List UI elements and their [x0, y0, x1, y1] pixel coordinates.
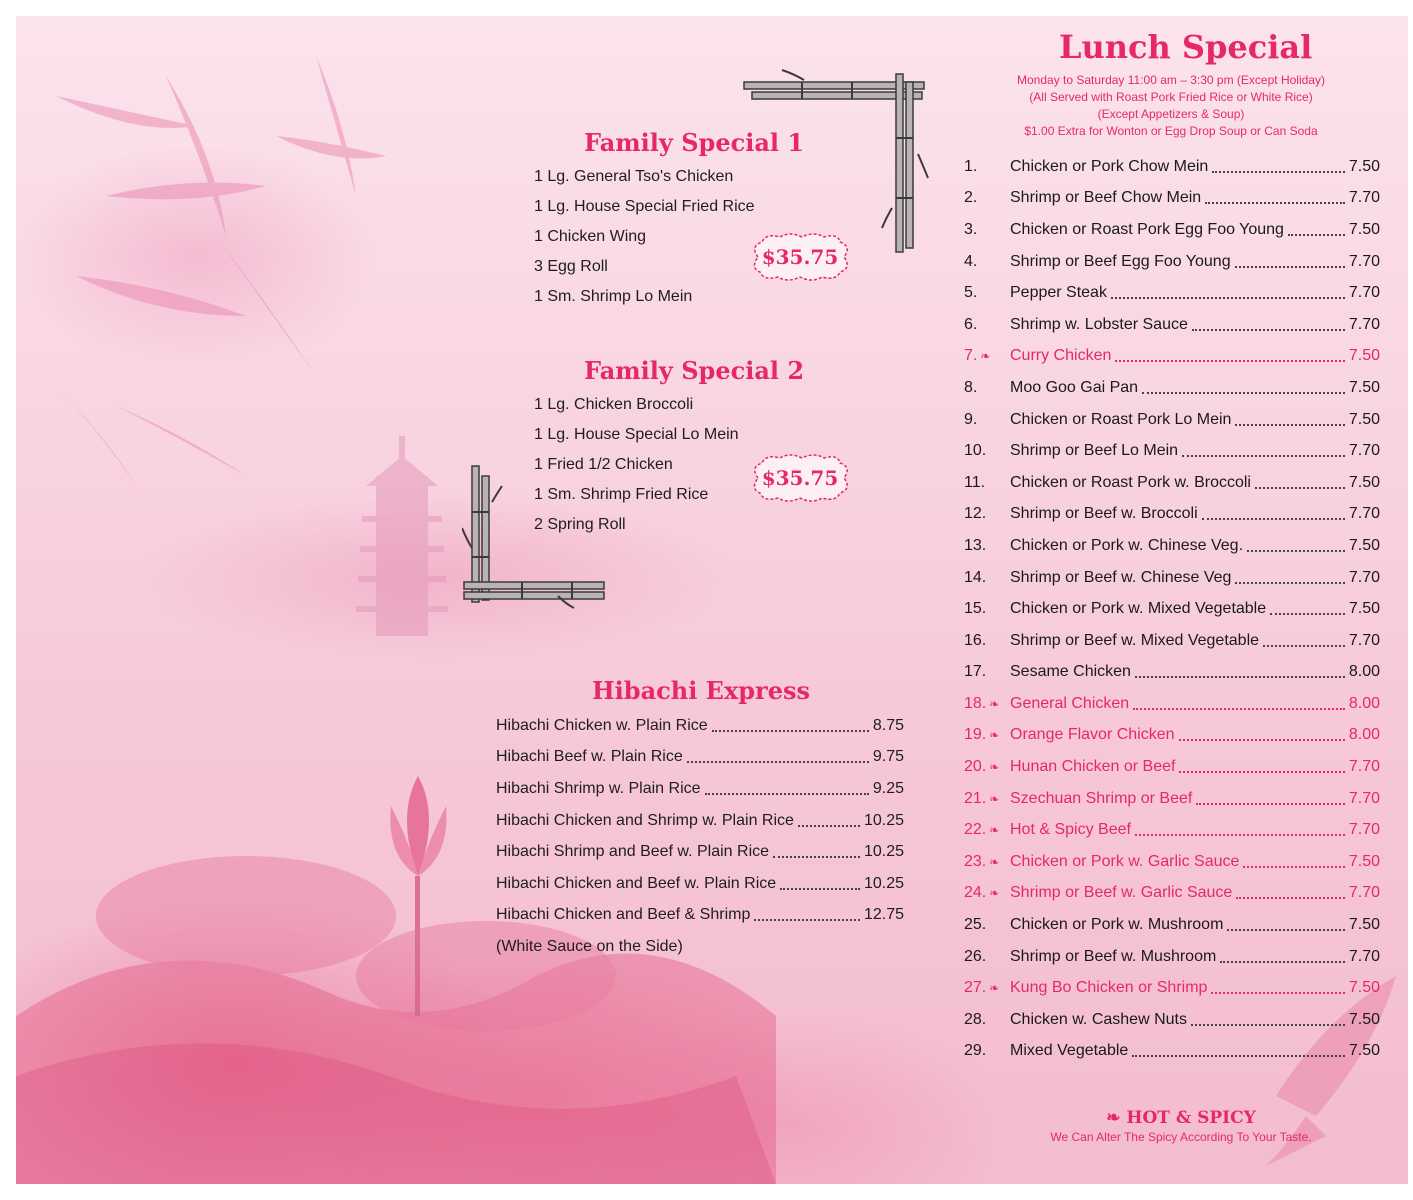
item-number-text: 14. — [964, 568, 987, 586]
item-price: 7.70 — [1348, 315, 1380, 333]
menu-page — [16, 16, 1408, 1184]
dot-leader — [1205, 202, 1345, 204]
item-price: 7.70 — [1348, 284, 1380, 302]
item-name: Hibachi Beef w. Plain Rice — [496, 748, 683, 766]
info-line: Monday to Saturday 11:00 am – 3:30 pm (Except Holiday) — [1017, 73, 1325, 87]
item-name: Hibachi Chicken and Beef & Shrimp — [496, 906, 751, 924]
item-price: 7.70 — [1348, 884, 1380, 902]
item-number-text: 12. — [964, 505, 987, 523]
dot-leader — [1133, 708, 1345, 710]
item-number-text: 11. — [964, 473, 986, 491]
list-item — [964, 341, 1380, 373]
dot-leader — [1115, 360, 1345, 362]
list-item — [964, 909, 1380, 941]
item-price: 7.70 — [1348, 758, 1380, 776]
item-price: 9.25 — [872, 779, 904, 797]
item-number — [964, 726, 1010, 744]
item-number — [964, 505, 1010, 523]
chili-pepper-icon: ❧ — [989, 728, 1000, 743]
item-price: 7.70 — [1348, 947, 1380, 965]
item-number-text: 24. — [964, 884, 987, 902]
item-price: 7.50 — [1348, 473, 1380, 491]
list-item — [964, 499, 1380, 531]
item-number — [964, 979, 1010, 997]
item-number — [964, 221, 1010, 239]
item-number-text: 21. — [964, 789, 987, 807]
item-number — [964, 442, 1010, 460]
dot-leader — [1270, 613, 1345, 615]
dot-leader — [705, 793, 869, 795]
item-price: 7.70 — [1348, 252, 1380, 270]
dot-leader — [773, 856, 860, 858]
item-name: Kung Bo Chicken or Shrimp — [1010, 979, 1208, 997]
item-number-text: 13. — [964, 536, 987, 554]
list-item — [496, 836, 904, 868]
item-number — [964, 758, 1010, 776]
item-name: Chicken or Roast Pork Lo Mein — [1010, 410, 1232, 428]
item-price: 7.50 — [1348, 852, 1380, 870]
list-item — [964, 783, 1380, 815]
item-number-text: 22. — [964, 821, 987, 839]
list-item — [964, 878, 1380, 910]
pagoda-silhouette — [356, 436, 448, 636]
item-number-text: 6. — [964, 315, 978, 333]
item-name: Shrimp or Beef w. Chinese Veg — [1010, 568, 1232, 586]
item-number — [964, 411, 1010, 429]
item-name: Shrimp or Beef Egg Foo Young — [1010, 252, 1231, 270]
list-item — [964, 214, 1380, 246]
item-name: Szechuan Shrimp or Beef — [1010, 789, 1193, 807]
item-name: Shrimp or Beef w. Mushroom — [1010, 947, 1217, 965]
list-item — [964, 1004, 1380, 1036]
dot-leader — [1247, 550, 1345, 552]
dot-leader — [687, 761, 869, 763]
list-item — [964, 593, 1380, 625]
item-price: 7.50 — [1348, 536, 1380, 554]
dot-leader — [1192, 329, 1345, 331]
lunch-special-list — [964, 151, 1380, 1067]
bamboo-frame-corner-bottom — [462, 462, 612, 610]
list-item — [964, 941, 1380, 973]
item-number-text: 28. — [964, 1010, 987, 1028]
item-number — [964, 916, 1010, 934]
item-price: 10.25 — [863, 843, 904, 861]
item-name: Shrimp or Beef Chow Mein — [1010, 189, 1202, 207]
dot-leader — [1135, 676, 1345, 678]
item-name: Hibachi Shrimp w. Plain Rice — [496, 779, 701, 797]
dot-leader — [1179, 739, 1345, 741]
item-number-text: 25. — [964, 916, 987, 934]
dot-leader — [754, 919, 860, 921]
legend-title: HOT & SPICY — [1126, 1108, 1256, 1128]
item-number-text: 17. — [964, 663, 987, 681]
item-price: 7.50 — [1348, 220, 1380, 238]
item-number-text: 9. — [964, 410, 978, 428]
item-number — [964, 189, 1010, 207]
price-text: $35.75 — [761, 466, 839, 490]
item-number — [964, 695, 1010, 713]
item-name: Hot & Spicy Beef — [1010, 821, 1131, 839]
item-name: Pepper Steak — [1010, 284, 1107, 302]
family-special-1-title: Family Special 1 — [584, 128, 805, 157]
item-name: Curry Chicken — [1010, 347, 1112, 365]
item-number-text: 23. — [964, 852, 987, 870]
list-item — [964, 751, 1380, 783]
dot-leader — [1227, 929, 1344, 931]
item-price: 7.50 — [1348, 1010, 1380, 1028]
item-number — [964, 948, 1010, 966]
item-name: Chicken or Pork Chow Mein — [1010, 157, 1209, 175]
hibachi-express-title: Hibachi Express — [592, 676, 810, 705]
item-number — [964, 253, 1010, 271]
list-item: 1 Sm. Shrimp Fried Rice — [534, 486, 709, 503]
item-number-text: 18. — [964, 694, 987, 712]
list-item — [964, 814, 1380, 846]
item-name: Hibachi Chicken and Beef w. Plain Rice — [496, 874, 777, 892]
dot-leader — [1212, 171, 1345, 173]
item-name: Chicken or Pork w. Garlic Sauce — [1010, 852, 1240, 870]
lunch-special-info — [976, 72, 1366, 140]
item-name: Shrimp or Beef w. Broccoli — [1010, 505, 1198, 523]
item-price: 7.50 — [1348, 347, 1380, 365]
item-price: 7.70 — [1348, 568, 1380, 586]
list-item — [496, 868, 904, 900]
list-item — [964, 246, 1380, 278]
item-name: Chicken or Pork w. Mixed Vegetable — [1010, 600, 1267, 618]
item-price: 8.75 — [872, 716, 904, 734]
item-price: 7.50 — [1348, 378, 1380, 396]
item-price: 7.50 — [1348, 410, 1380, 428]
info-line: (All Served with Roast Pork Fried Rice or White Rice) — [1029, 90, 1313, 104]
item-number — [964, 600, 1010, 618]
item-name: Chicken or Pork w. Chinese Veg. — [1010, 536, 1244, 554]
item-name: Shrimp or Beef w. Mixed Vegetable — [1010, 631, 1260, 649]
chili-pepper-icon: ❧ — [989, 886, 1000, 901]
item-name: Chicken or Roast Pork w. Broccoli — [1010, 473, 1251, 491]
item-number — [964, 474, 1010, 492]
list-item — [964, 562, 1380, 594]
item-number — [964, 537, 1010, 555]
dot-leader — [1191, 1024, 1345, 1026]
item-number — [964, 663, 1010, 681]
dot-leader — [1179, 771, 1344, 773]
item-number — [964, 347, 1010, 365]
chili-pepper-icon: ❧ — [989, 791, 1000, 806]
list-item — [964, 657, 1380, 689]
dot-leader — [1135, 834, 1345, 836]
dot-leader — [798, 825, 860, 827]
item-number-text: 3. — [964, 220, 978, 238]
dot-leader — [780, 888, 860, 890]
lunch-special-title: Lunch Special — [1059, 28, 1313, 66]
item-number — [964, 379, 1010, 397]
item-number-text: 20. — [964, 758, 987, 776]
item-price: 7.70 — [1348, 631, 1380, 649]
item-number — [964, 1011, 1010, 1029]
family-special-2-price — [748, 453, 852, 503]
dot-leader — [1235, 424, 1344, 426]
hibachi-list — [496, 710, 904, 963]
legend-subtitle: We Can Alter The Spicy According To Your Taste. — [1050, 1130, 1312, 1144]
item-number-text: 16. — [964, 631, 987, 649]
item-number-text: 26. — [964, 947, 987, 965]
item-price: 7.50 — [1348, 979, 1380, 997]
chili-pepper-icon: ❧ — [980, 349, 991, 364]
list-item — [964, 404, 1380, 436]
dot-leader — [1111, 297, 1345, 299]
list-item — [964, 846, 1380, 878]
list-item — [964, 625, 1380, 657]
item-number-text: 2. — [964, 189, 978, 207]
list-item: 1 Lg. House Special Fried Rice — [534, 198, 755, 215]
list-item — [964, 720, 1380, 752]
list-item — [964, 151, 1380, 183]
item-name: Chicken or Pork w. Mushroom — [1010, 916, 1224, 934]
item-name: Chicken w. Cashew Nuts — [1010, 1010, 1187, 1028]
hot-spicy-legend — [1016, 1108, 1346, 1144]
chili-pepper-icon: ❧ — [989, 854, 1000, 869]
item-number-text: 19. — [964, 726, 987, 744]
list-item: 1 Fried 1/2 Chicken — [534, 456, 673, 473]
dot-leader — [1196, 803, 1345, 805]
item-name: Hunan Chicken or Beef — [1010, 758, 1176, 776]
dot-leader — [1132, 1055, 1345, 1057]
dot-leader — [1243, 866, 1344, 868]
item-name: Moo Goo Gai Pan — [1010, 378, 1139, 396]
item-price: 7.50 — [1348, 157, 1380, 175]
item-number — [964, 1042, 1010, 1060]
item-price: 7.70 — [1348, 505, 1380, 523]
list-item: 1 Sm. Shrimp Lo Mein — [534, 288, 693, 305]
item-name: Sesame Chicken — [1010, 663, 1131, 681]
item-name: Shrimp w. Lobster Sauce — [1010, 315, 1188, 333]
list-item — [496, 742, 904, 774]
list-item — [964, 530, 1380, 562]
list-item — [496, 710, 904, 742]
dot-leader — [1211, 992, 1344, 994]
item-price: 10.25 — [863, 874, 904, 892]
item-number-text: 5. — [964, 284, 978, 302]
list-item: 1 Lg. General Tso's Chicken — [534, 168, 734, 185]
list-item — [964, 183, 1380, 215]
item-name: General Chicken — [1010, 694, 1130, 712]
item-number-text: 1. — [964, 157, 978, 175]
bamboo-leaves-decoration — [46, 56, 386, 486]
dot-leader — [712, 730, 869, 732]
bamboo-frame-corner-top — [742, 68, 932, 258]
list-item: 1 Chicken Wing — [534, 228, 647, 245]
item-name: Mixed Vegetable — [1010, 1042, 1129, 1060]
item-number-text: 15. — [964, 600, 987, 618]
item-number — [964, 884, 1010, 902]
chili-pepper-icon: ❧ — [989, 823, 1000, 838]
item-price: 7.70 — [1348, 821, 1380, 839]
item-price: 7.50 — [1348, 916, 1380, 934]
list-item — [964, 1036, 1380, 1068]
dot-leader — [1236, 897, 1345, 899]
item-number — [964, 821, 1010, 839]
item-price: 8.00 — [1348, 694, 1380, 712]
item-number-text: 10. — [964, 442, 987, 460]
item-name: Chicken or Roast Pork Egg Foo Young — [1010, 220, 1284, 238]
hibachi-note: (White Sauce on the Side) — [496, 937, 683, 955]
item-number-text: 4. — [964, 252, 978, 270]
price-text: $35.75 — [761, 245, 839, 269]
dot-leader — [1235, 266, 1345, 268]
chili-pepper-icon: ❧ — [989, 696, 1000, 711]
info-line: (Except Appetizers & Soup) — [1097, 107, 1245, 121]
list-item — [496, 773, 904, 805]
list-item — [496, 805, 904, 837]
dot-leader — [1182, 455, 1345, 457]
item-number — [964, 284, 1010, 302]
list-item — [964, 972, 1380, 1004]
list-item — [964, 467, 1380, 499]
item-number-text: 7. — [964, 347, 978, 365]
dot-leader — [1235, 582, 1344, 584]
family-special-1-list — [534, 162, 755, 312]
item-price: 9.75 — [872, 748, 904, 766]
item-price: 12.75 — [863, 906, 904, 924]
list-item — [964, 277, 1380, 309]
chili-pepper-icon: ❧ — [989, 760, 1000, 775]
list-item — [496, 900, 904, 932]
item-price: 7.70 — [1348, 442, 1380, 460]
item-price: 8.00 — [1348, 726, 1380, 744]
item-number — [964, 853, 1010, 871]
list-item — [964, 435, 1380, 467]
item-number — [964, 316, 1010, 334]
chili-pepper-icon: ❧ — [1106, 1108, 1121, 1128]
dot-leader — [1288, 234, 1345, 236]
list-item — [964, 688, 1380, 720]
item-price: 8.00 — [1348, 663, 1380, 681]
list-item: 3 Egg Roll — [534, 258, 608, 275]
item-price: 10.25 — [863, 811, 904, 829]
chili-pepper-icon: ❧ — [989, 981, 1000, 996]
list-item — [964, 309, 1380, 341]
item-name: Hibachi Shrimp and Beef w. Plain Rice — [496, 843, 770, 861]
dot-leader — [1263, 645, 1345, 647]
item-name: Hibachi Chicken and Shrimp w. Plain Rice — [496, 811, 794, 829]
item-number — [964, 632, 1010, 650]
family-special-2-title: Family Special 2 — [584, 356, 805, 385]
dot-leader — [1220, 961, 1345, 963]
item-name: Shrimp or Beef w. Garlic Sauce — [1010, 884, 1233, 902]
item-number-text: 8. — [964, 378, 978, 396]
item-name: Shrimp or Beef Lo Mein — [1010, 442, 1179, 460]
item-number-text: 29. — [964, 1042, 987, 1060]
item-number-text: 27. — [964, 979, 987, 997]
info-line: $1.00 Extra for Wonton or Egg Drop Soup or Can Soda — [1024, 124, 1318, 138]
item-number — [964, 790, 1010, 808]
list-item — [964, 372, 1380, 404]
dot-leader — [1255, 487, 1345, 489]
item-name: Orange Flavor Chicken — [1010, 726, 1175, 744]
item-name: Hibachi Chicken w. Plain Rice — [496, 716, 708, 734]
item-price: 7.70 — [1348, 789, 1380, 807]
list-item: 1 Lg. Chicken Broccoli — [534, 396, 694, 413]
item-number — [964, 158, 1010, 176]
item-price: 7.50 — [1348, 600, 1380, 618]
list-item: 2 Spring Roll — [534, 516, 626, 533]
dot-leader — [1142, 392, 1345, 394]
dot-leader — [1202, 518, 1345, 520]
item-price: 7.50 — [1348, 1042, 1380, 1060]
item-number — [964, 569, 1010, 587]
item-price: 7.70 — [1348, 189, 1380, 207]
list-item: 1 Lg. House Special Lo Mein — [534, 426, 739, 443]
